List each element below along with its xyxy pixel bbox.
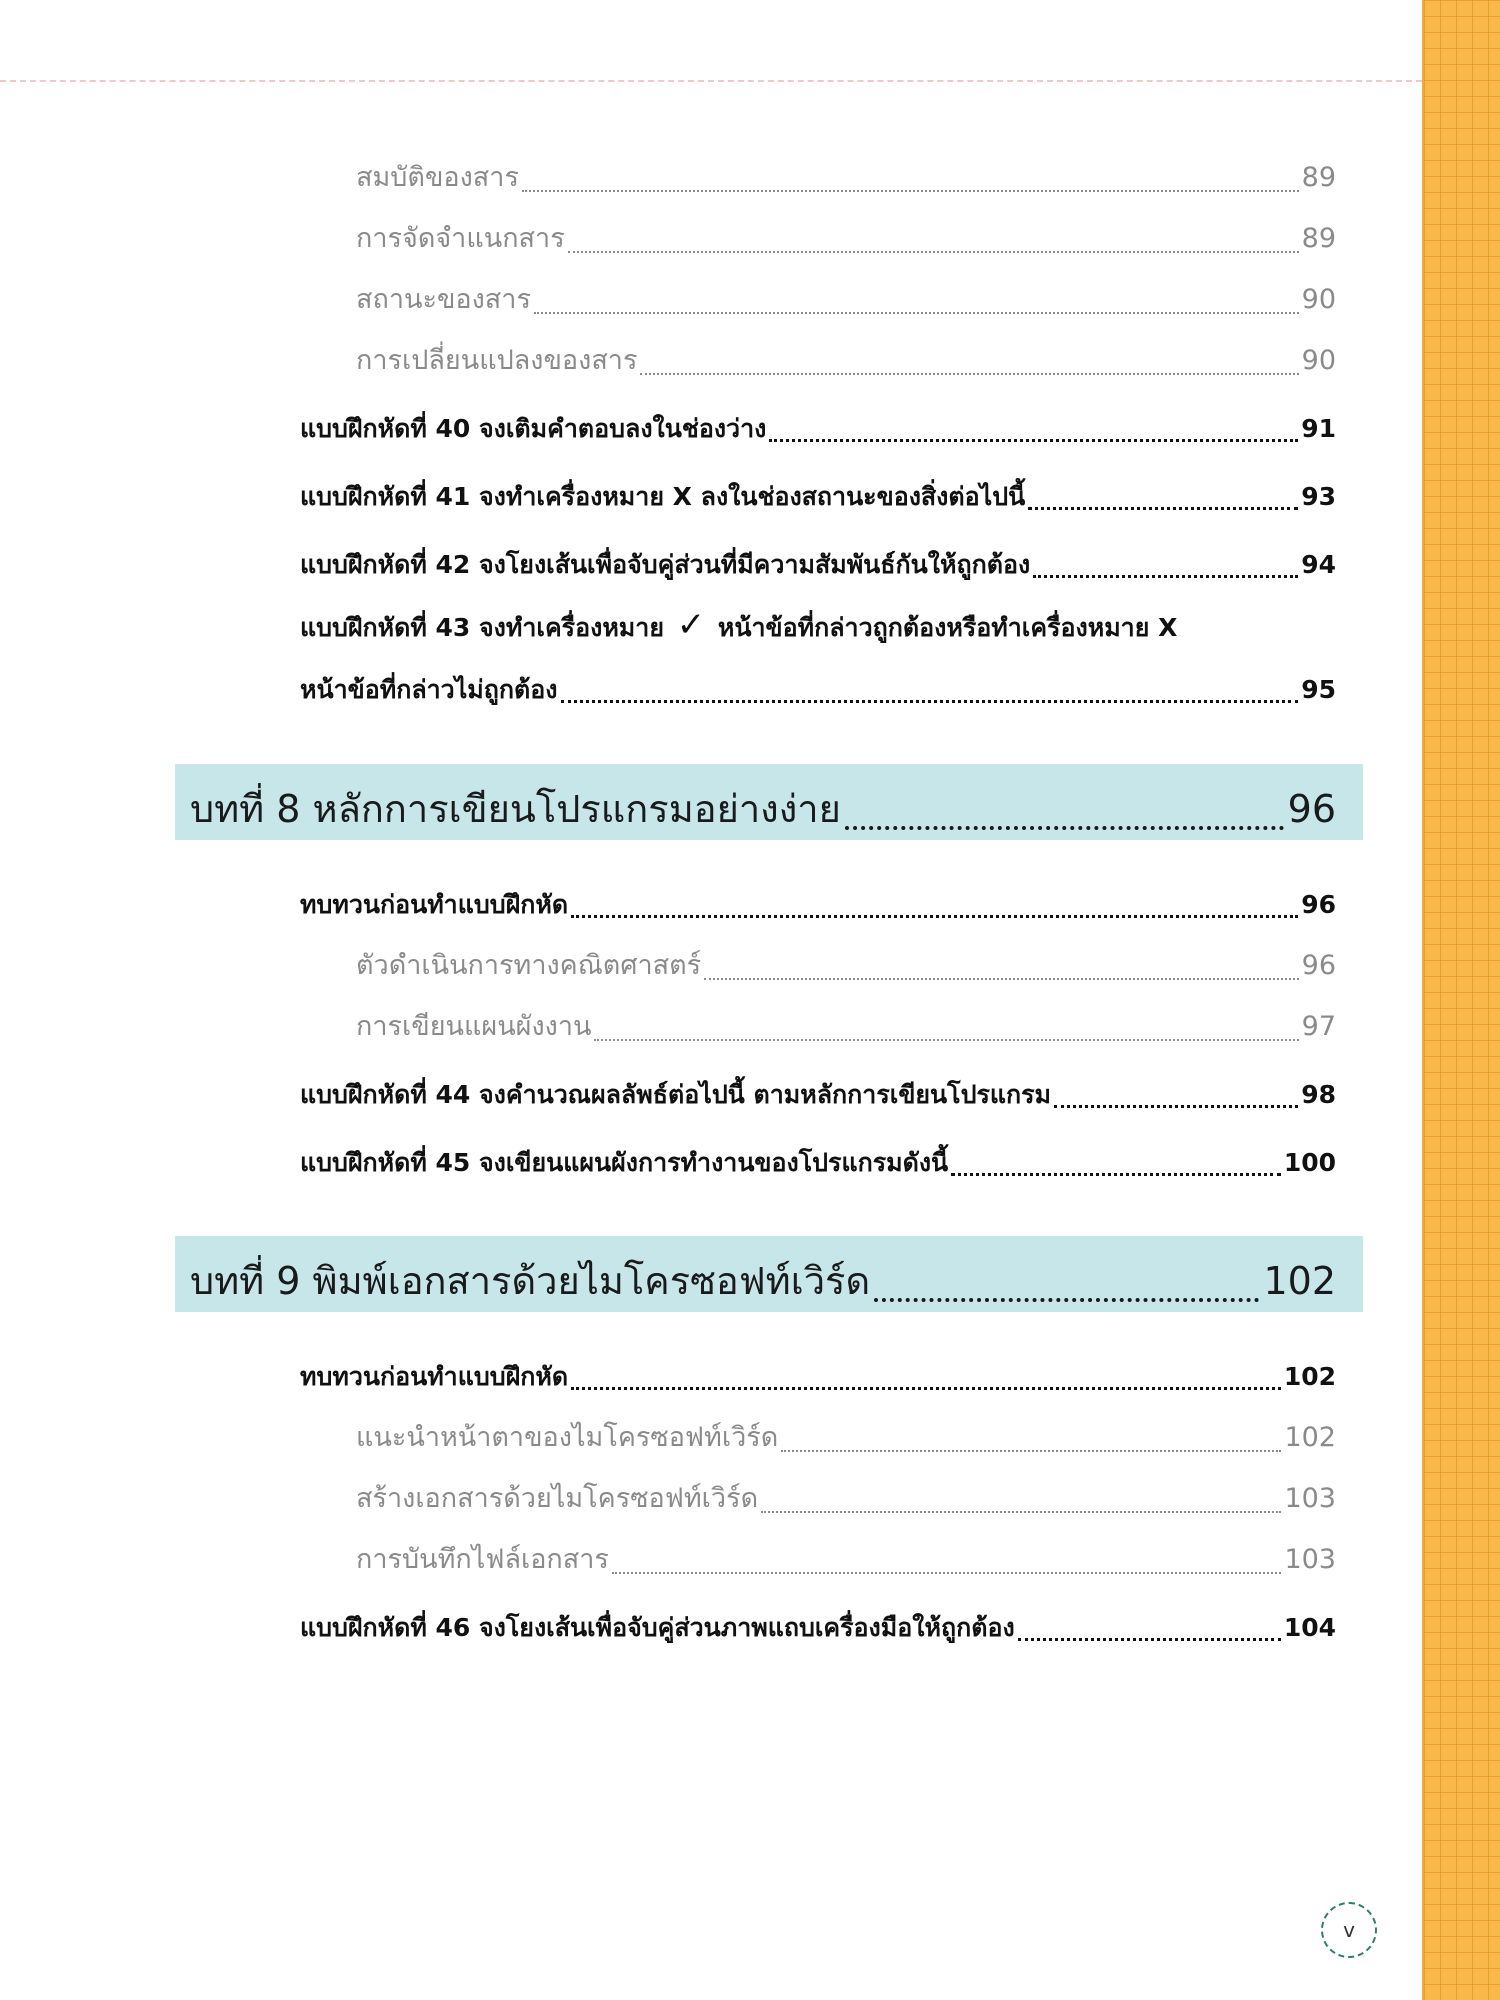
- toc-review-8[interactable]: [300, 885, 1336, 925]
- exercise-title-part: หน้าข้อที่กล่าวถูกต้องหรือทำเครื่องหมาย X: [717, 613, 1178, 642]
- dot-leader: [951, 1173, 1281, 1176]
- dot-leader: [1018, 1638, 1281, 1641]
- dot-leader: [571, 1387, 1281, 1390]
- toc-page-number: 89: [1301, 223, 1336, 254]
- toc-page-number: 89: [1301, 162, 1336, 193]
- dot-leader: [769, 439, 1298, 442]
- toc-subentry[interactable]: [356, 1004, 1336, 1047]
- toc-subentry-title: การเขียนแผนผังงาน: [356, 1011, 592, 1042]
- toc-page-number: 91: [1301, 414, 1336, 443]
- toc-page-number: 104: [1283, 1613, 1336, 1642]
- toc-review-9[interactable]: [300, 1357, 1336, 1397]
- toc-subentry-title: แนะนำหน้าตาของไมโครซอฟท์เวิร์ด: [356, 1422, 779, 1453]
- chapter-title: บทที่ 8 หลักการเขียนโปรแกรมอย่างง่าย: [190, 787, 841, 831]
- toc-subentry[interactable]: [356, 943, 1336, 986]
- dot-leader: [571, 915, 1298, 918]
- exercise-title: แบบฝึกหัดที่ 45 จงเขียนแผนผังการทำงานของโปรแกรมดังนี้: [300, 1148, 949, 1177]
- toc-exercise-42[interactable]: [300, 545, 1336, 585]
- toc-subentry[interactable]: [356, 338, 1336, 381]
- dot-leader: [640, 373, 1298, 375]
- grid-side-strip: [1422, 0, 1500, 2000]
- toc-page-number: 97: [1301, 1011, 1336, 1042]
- toc-subentry-title: ตัวดำเนินการทางคณิตศาสตร์: [356, 950, 702, 981]
- toc-subentry[interactable]: [356, 216, 1336, 259]
- dot-leader: [522, 190, 1299, 192]
- toc-page-number: 93: [1301, 482, 1336, 511]
- dot-leader: [1033, 575, 1298, 578]
- checkmark-icon: ✓: [676, 605, 706, 645]
- exercise-title-part: หน้าข้อที่กล่าวไม่ถูกต้อง: [300, 675, 558, 704]
- toc-page-number: 98: [1301, 1080, 1336, 1109]
- dot-leader: [534, 312, 1299, 314]
- toc-page-number: 96: [1287, 787, 1336, 831]
- page-folio: v: [1321, 1902, 1377, 1958]
- toc-subentry[interactable]: [356, 277, 1336, 320]
- toc-chapter-9[interactable]: [190, 1250, 1336, 1311]
- exercise-title-part: แบบฝึกหัดที่ 43 จงทำเครื่องหมาย: [300, 613, 664, 642]
- toc-subentry-title: การเปลี่ยนแปลงของสาร: [356, 345, 638, 376]
- toc-page-number: 102: [1284, 1422, 1336, 1453]
- toc-subentry[interactable]: [356, 1415, 1336, 1458]
- toc-page-number: 90: [1301, 284, 1336, 315]
- toc-subentry-title: การบันทึกไฟล์เอกสาร: [356, 1544, 609, 1575]
- toc-page-number: 95: [1301, 675, 1336, 704]
- dot-leader: [561, 700, 1299, 703]
- toc-exercise-43-line1[interactable]: [300, 605, 1177, 648]
- dot-leader: [1054, 1105, 1298, 1108]
- toc-page-number: 102: [1283, 1362, 1336, 1391]
- toc-subentry-title: สมบัติของสาร: [356, 162, 519, 193]
- toc-page-number: 90: [1301, 345, 1336, 376]
- dot-leader: [761, 1511, 1281, 1513]
- toc-page-number: 103: [1284, 1483, 1336, 1514]
- toc-subentry[interactable]: [356, 1476, 1336, 1519]
- dot-leader: [594, 1039, 1298, 1041]
- dot-leader: [612, 1572, 1282, 1574]
- dot-leader: [781, 1450, 1281, 1452]
- chapter-title: บทที่ 9 พิมพ์เอกสารด้วยไมโครซอฟท์เวิร์ด: [190, 1259, 871, 1303]
- toc-page-number: 94: [1301, 550, 1336, 579]
- toc-page-number: 100: [1283, 1148, 1336, 1177]
- toc-exercise-41[interactable]: [300, 477, 1336, 517]
- dot-leader: [568, 251, 1299, 253]
- toc-page-number: 96: [1301, 950, 1336, 981]
- toc-exercise-43-line2[interactable]: [300, 670, 1336, 710]
- dot-leader: [874, 1298, 1259, 1302]
- toc-exercise-44[interactable]: [300, 1075, 1336, 1115]
- dot-leader: [845, 826, 1284, 830]
- dot-leader: [1028, 507, 1298, 510]
- exercise-title: แบบฝึกหัดที่ 44 จงคำนวณผลลัพธ์ต่อไปนี้ ตามหลักการเขียนโปรแกรม: [300, 1080, 1052, 1109]
- exercise-title: แบบฝึกหัดที่ 41 จงทำเครื่องหมาย X ลงในช่องสถานะของสิ่งต่อไปนี้: [300, 482, 1026, 511]
- toc-subentry[interactable]: [356, 155, 1336, 198]
- toc-exercise-45[interactable]: [300, 1143, 1336, 1183]
- review-title: ทบทวนก่อนทำแบบฝึกหัด: [300, 1362, 569, 1391]
- toc-subentry[interactable]: [356, 1537, 1336, 1580]
- toc-page-number: 103: [1284, 1544, 1336, 1575]
- toc-exercise-46[interactable]: [300, 1608, 1336, 1648]
- toc-subentry-title: สถานะของสาร: [356, 284, 531, 315]
- toc-page-number: 102: [1263, 1259, 1336, 1303]
- toc-exercise-40[interactable]: [300, 409, 1336, 449]
- toc-subentry-title: การจัดจำแนกสาร: [356, 223, 565, 254]
- exercise-title: แบบฝึกหัดที่ 40 จงเติมคำตอบลงในช่องว่าง: [300, 414, 767, 443]
- dot-leader: [704, 978, 1298, 980]
- exercise-title: แบบฝึกหัดที่ 42 จงโยงเส้นเพื่อจับคู่ส่วนที่มีความสัมพันธ์กันให้ถูกต้อง: [300, 550, 1031, 579]
- toc-subentry-title: สร้างเอกสารด้วยไมโครซอฟท์เวิร์ด: [356, 1483, 759, 1514]
- review-title: ทบทวนก่อนทำแบบฝึกหัด: [300, 890, 569, 919]
- top-dashed-rule: [0, 80, 1422, 82]
- toc-page-number: 96: [1301, 890, 1336, 919]
- toc-chapter-8[interactable]: [190, 778, 1336, 839]
- exercise-title: แบบฝึกหัดที่ 46 จงโยงเส้นเพื่อจับคู่ส่วนภาพแถบเครื่องมือให้ถูกต้อง: [300, 1613, 1015, 1642]
